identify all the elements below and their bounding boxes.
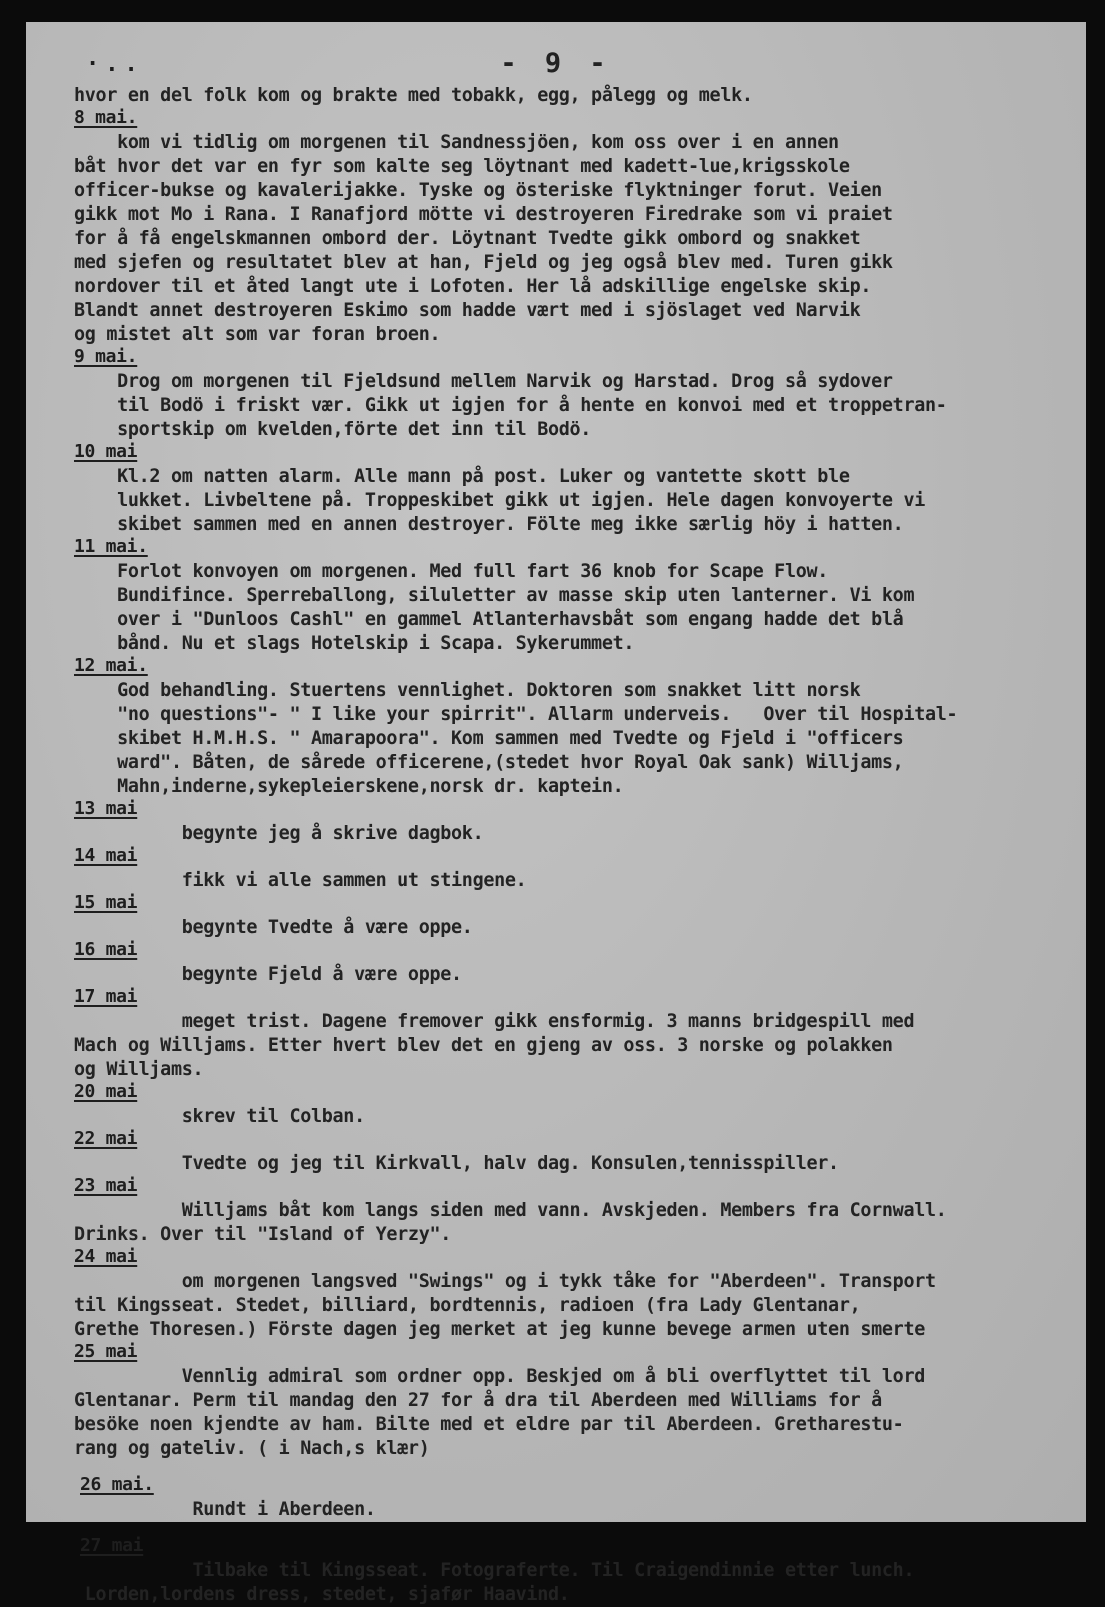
entry-line: om morgenen langsved "Swings" og i tykk tåke for "Aberdeen". Transport xyxy=(74,1271,936,1292)
entry-line: Rundt i Aberdeen. xyxy=(74,1499,376,1520)
entry-line: ward". Båten, de sårede officerene,(stedet hvor Royal Oak sank) Willjams, xyxy=(74,752,904,773)
entry-line: båt hvor det var en fyr som kalte seg löytnant med kadett-lue,krigsskole xyxy=(74,156,850,177)
page-number: - 9 - xyxy=(500,48,612,79)
entry-line: skibet sammen med en annen destroyer. Fölte meg ikke særlig höy i hatten. xyxy=(74,514,904,535)
entry-line: til Kingsseat. Stedet, billiard, bordtennis, radioen (fra Lady Glentanar, xyxy=(74,1295,861,1316)
spacer xyxy=(74,1522,1086,1536)
diary-entry xyxy=(74,1176,1086,1247)
diary-entry xyxy=(74,1522,1086,1607)
entry-line: bånd. Nu et slags Hotelskip i Scapa. Sykerummet. xyxy=(74,633,635,654)
entry-line: hvor en del folk kom og brakte med tobakk, egg, pålegg og melk. xyxy=(74,85,753,106)
entry-line: over i "Dunloos Cashl" en gammel Atlanterhavsbåt som engang hadde det blå xyxy=(74,609,904,630)
entry-line: nordover til et åted langt ute i Lofoten. Her lå adskillige engelske skip. xyxy=(74,276,872,297)
entry-date: 25 mai xyxy=(74,1341,138,1362)
entry-line: begynte Fjeld å være oppe. xyxy=(74,964,462,985)
diary-entry xyxy=(74,656,1086,799)
diary-entry xyxy=(74,537,1086,656)
entry-date: 23 mai xyxy=(74,1175,138,1196)
entry-line: Willjams båt kom langs siden med vann. Avskjeden. Members fra Cornwall. xyxy=(74,1200,947,1221)
entry-line: gikk mot Mo i Rana. I Ranafjord mötte vi destroyeren Firedrake som vi praiet xyxy=(74,204,893,225)
entry-line: begynte Tvedte å være oppe. xyxy=(74,917,473,938)
entry-date: 15 mai xyxy=(74,892,138,913)
entry-line: Tvedte og jeg til Kirkvall, halv dag. Konsulen,tennisspiller. xyxy=(74,1153,839,1174)
entry-line: Drog om morgenen til Fjeldsund mellem Narvik og Harstad. Drog så sydover xyxy=(74,371,893,392)
entry-line: fikk vi alle sammen ut stingene. xyxy=(74,870,527,891)
entry-line: Vennlig admiral som ordner opp. Beskjed om å bli overflyttet til lord xyxy=(74,1366,925,1387)
diary-entry xyxy=(74,442,1086,537)
entry-date: 14 mai xyxy=(74,845,138,866)
entry-line: Blandt annet destroyeren Eskimo som hadde vært med i sjöslaget ved Narvik xyxy=(74,300,861,321)
entry-line: til Bodö i friskt vær. Gikk ut igjen for å hente en konvoi med et troppetran- xyxy=(74,395,947,416)
entry-date: 13 mai xyxy=(74,798,138,819)
entry-date: 27 mai xyxy=(80,1535,144,1556)
entry-date: 10 mai xyxy=(74,441,138,462)
entry-line: lukket. Livbeltene på. Troppeskibet gikk ut igjen. Hele dagen konvoyerte vi xyxy=(74,490,925,511)
entry-line: med sjefen og resultatet blev at han, Fjeld og jeg også blev med. Turen gikk xyxy=(74,252,893,273)
diary-entry xyxy=(74,893,1086,940)
entry-line: kom vi tidlig om morgenen til Sandnessjöen, kom oss over i en annen xyxy=(74,132,839,153)
entry-line: Mahn,inderne,sykepleierskene,norsk dr. kaptein. xyxy=(74,776,624,797)
entry-line: Lorden,lordens dress, stedet, sjafør Haavind. xyxy=(74,1584,570,1605)
entry-line: besöke noen kjendte av ham. Bilte med et eldre par til Aberdeen. Gretharestu- xyxy=(74,1414,904,1435)
entry-line: Bundifince. Sperreballong, siluletter av masse skip uten lanterner. Vi kom xyxy=(74,585,915,606)
entry-date: 12 mai. xyxy=(74,655,148,676)
diary-entry xyxy=(74,108,1086,347)
entry-date: 8 mai. xyxy=(74,107,138,128)
entry-line: rang og gateliv. ( i Nach,s klær) xyxy=(74,1438,430,1459)
entry-line: for å få engelskmannen ombord der. Löytnant Tvedte gikk ombord og snakket xyxy=(74,228,861,249)
entry-line: Grethe Thoresen.) Förste dagen jeg merket at jeg kunne bevege armen uten smerte xyxy=(74,1319,925,1340)
entry-line: og Willjams. xyxy=(74,1059,204,1080)
entry-line: Drinks. Over til "Island of Yerzy". xyxy=(74,1224,452,1245)
entry-line: og mistet alt som var foran broen. xyxy=(74,324,441,345)
corner-mark: ·.. xyxy=(86,52,144,77)
entry-line: skibet H.M.H.S. " Amarapoora". Kom sammen med Tvedte og Fjeld i "officers xyxy=(74,728,904,749)
document-page xyxy=(26,22,1086,1605)
entry-line: officer-bukse og kavalerijakke. Tyske og österiske flyktninger forut. Veien xyxy=(74,180,882,201)
entry-line: Kl.2 om natten alarm. Alle mann på post. Luker og vantette skott ble xyxy=(74,466,850,487)
diary-entry xyxy=(74,940,1086,987)
diary-entry xyxy=(74,1461,1086,1522)
entry-line: Glentanar. Perm til mandag den 27 for å dra til Aberdeen med Williams for å xyxy=(74,1390,882,1411)
entry-line: Mach og Willjams. Etter hvert blev det en gjeng av oss. 3 norske og polakken xyxy=(74,1035,893,1056)
entry-date: 11 mai. xyxy=(74,536,148,557)
diary-entry xyxy=(74,987,1086,1082)
entry-line: Tilbake til Kingsseat. Fotograferte. Til Craigendinnie etter lunch. xyxy=(74,1560,915,1581)
entry-date: 9 mai. xyxy=(74,346,138,367)
entry-date: 26 mai. xyxy=(80,1474,154,1495)
diary-entry xyxy=(74,1247,1086,1342)
diary-entry xyxy=(74,1082,1086,1129)
diary-entry xyxy=(74,1129,1086,1176)
diary-entry xyxy=(74,1342,1086,1461)
entry-line: "no questions"- " I like your spirrit". Allarm underveis. Over til Hospital- xyxy=(74,704,958,725)
entry-date: 16 mai xyxy=(74,939,138,960)
entry-date: 20 mai xyxy=(74,1081,138,1102)
diary-entries xyxy=(74,84,1086,1607)
entry-line: Forlot konvoyen om morgenen. Med full fart 36 knob for Scape Flow. xyxy=(74,561,829,582)
diary-entry xyxy=(74,799,1086,846)
entry-line: sportskip om kvelden,förte det inn til Bodö. xyxy=(74,419,592,440)
diary-entry xyxy=(74,347,1086,442)
spacer xyxy=(74,1461,1086,1475)
entry-line: skrev til Colban. xyxy=(74,1106,365,1127)
entry-line: God behandling. Stuertens vennlighet. Doktoren som snakket litt norsk xyxy=(74,680,861,701)
diary-entry xyxy=(74,84,1086,108)
entry-line: meget trist. Dagene fremover gikk ensformig. 3 manns bridgespill med xyxy=(74,1011,915,1032)
entry-line: begynte jeg å skrive dagbok. xyxy=(74,823,484,844)
entry-date: 24 mai xyxy=(74,1246,138,1267)
entry-date: 17 mai xyxy=(74,986,138,1007)
entry-date: 22 mai xyxy=(74,1128,138,1149)
diary-entry xyxy=(74,846,1086,893)
